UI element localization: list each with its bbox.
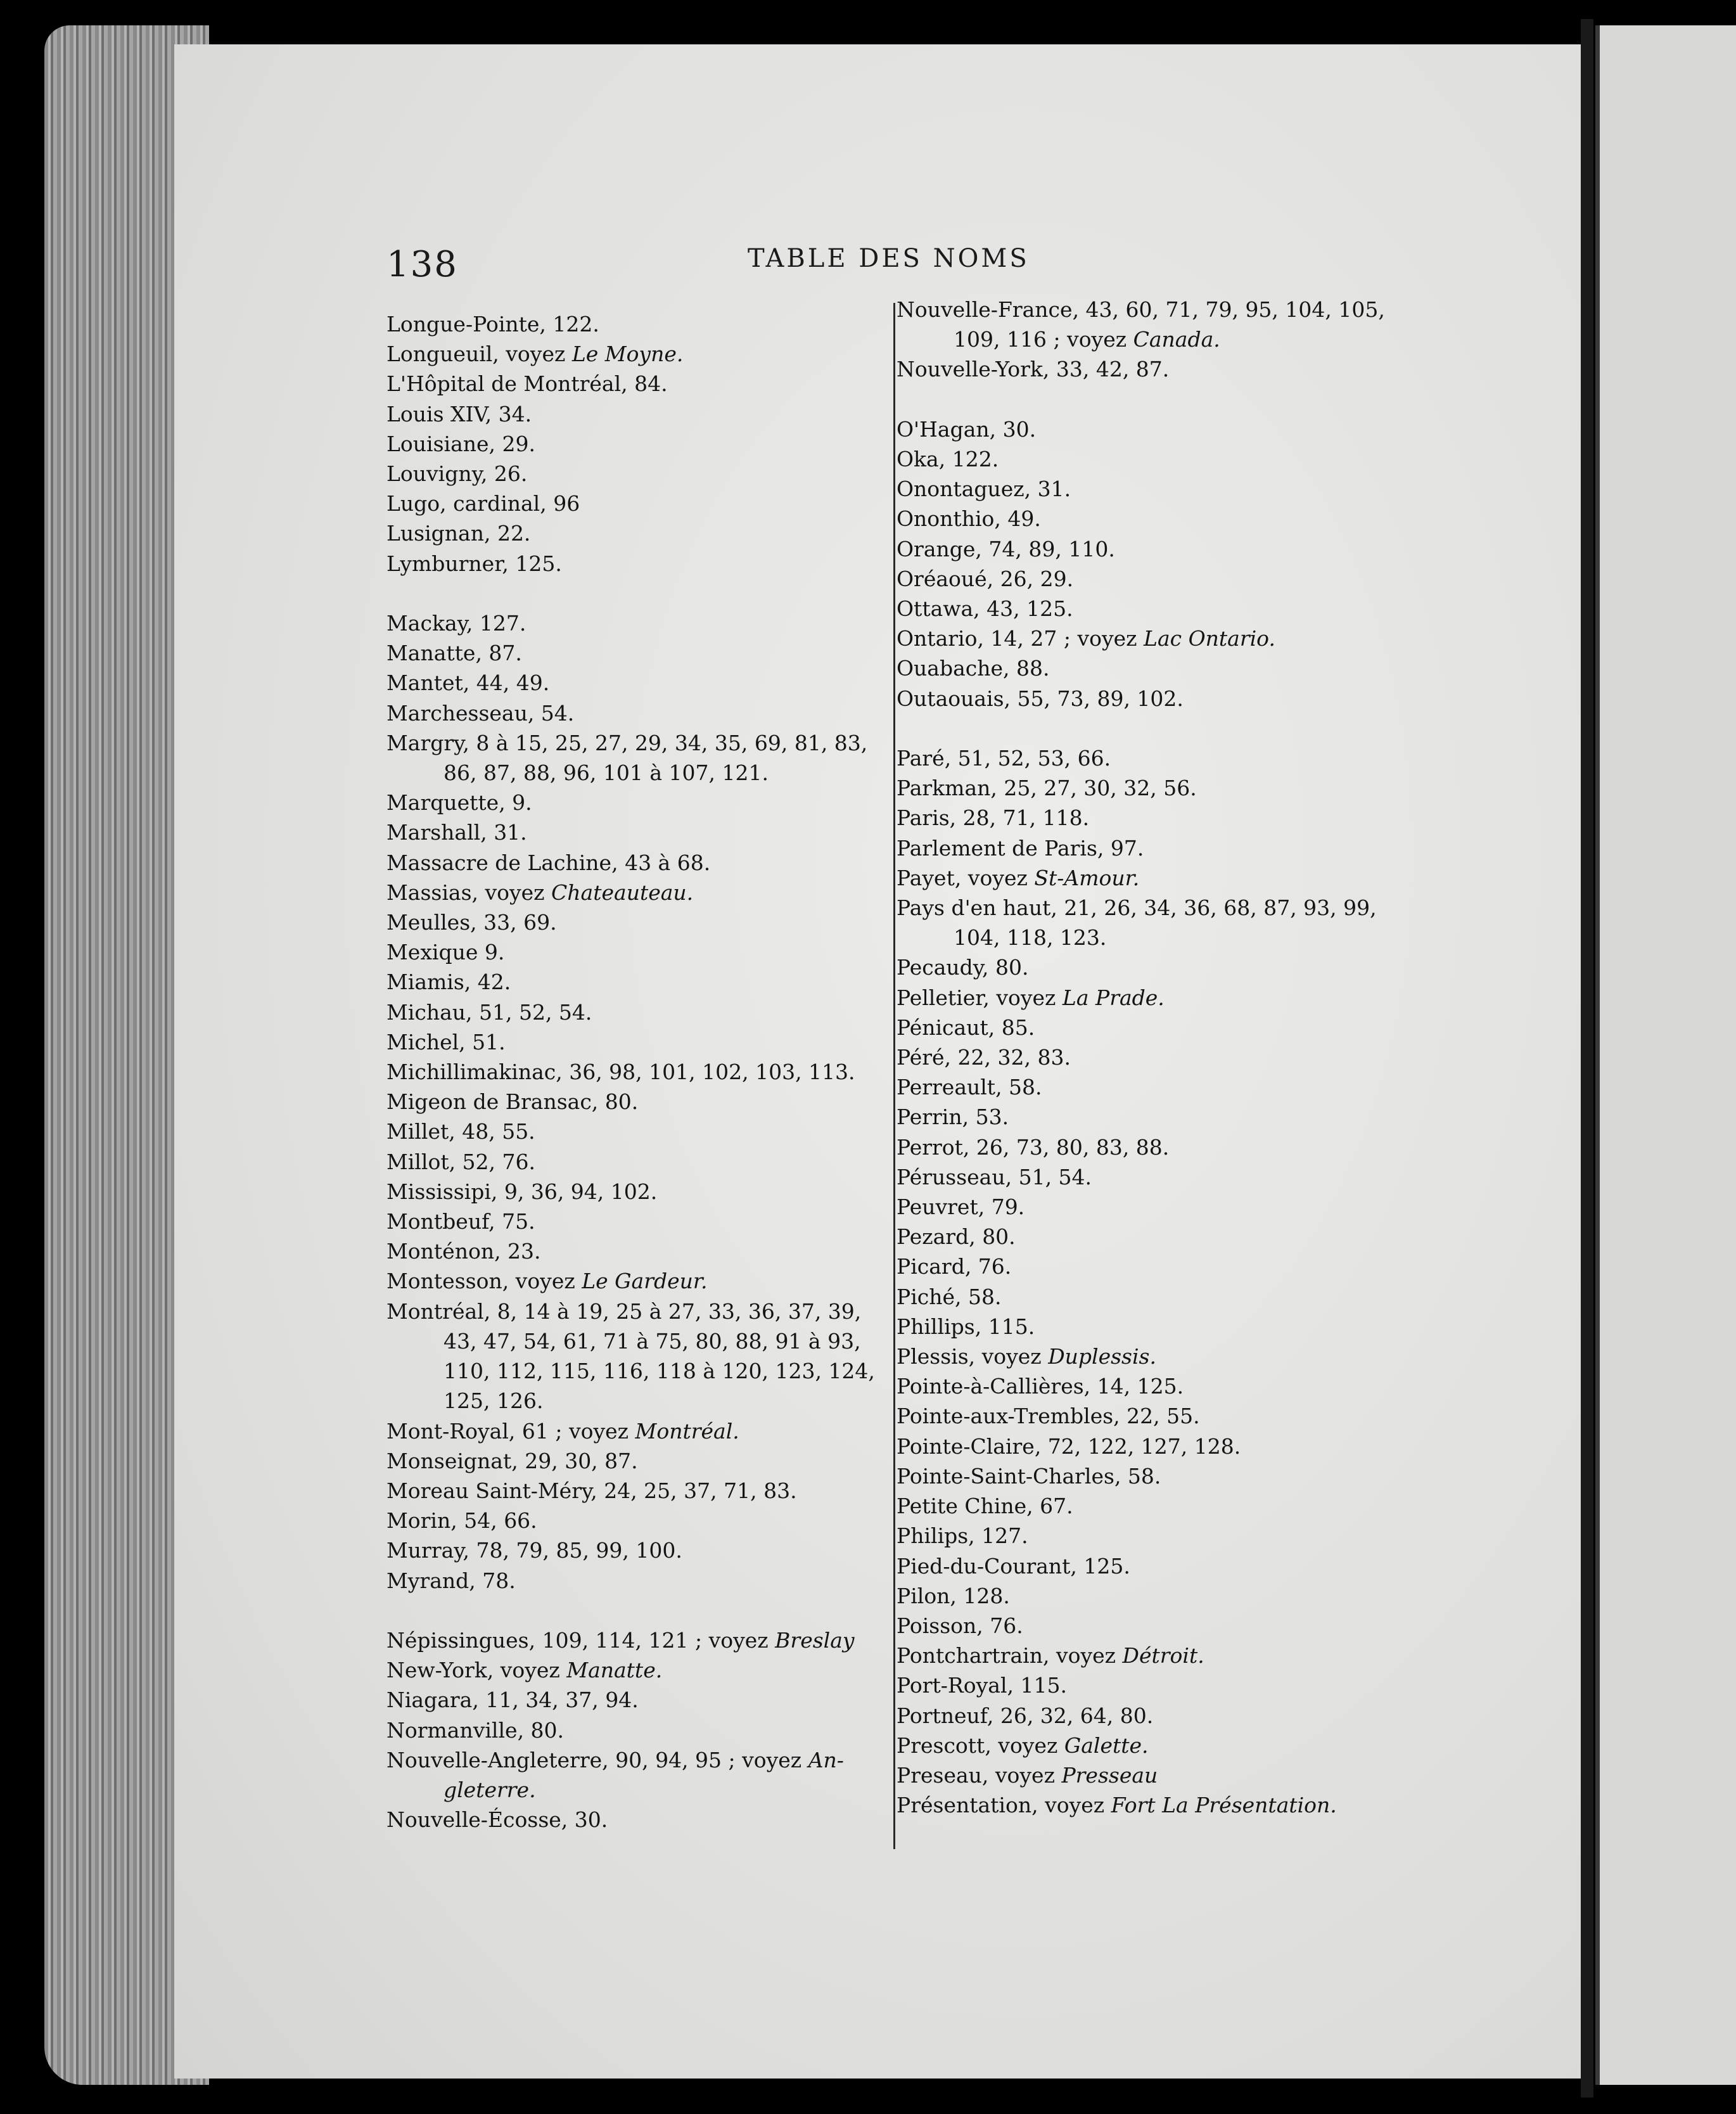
index-entry bbox=[897, 354, 1397, 384]
index-entry bbox=[897, 1670, 1397, 1700]
index-entry bbox=[897, 803, 1397, 833]
entry-text: Marshall, 31. bbox=[386, 820, 527, 845]
entry-text: Murray, 78, 79, 85, 99, 100. bbox=[386, 1538, 682, 1563]
entry-continuation: 86, 87, 88, 96, 101 à 107, 121. bbox=[444, 760, 769, 786]
index-entry bbox=[897, 1790, 1397, 1820]
entry-text: Louvigny, 26. bbox=[386, 461, 528, 487]
index-entry bbox=[897, 1491, 1397, 1521]
index-entry bbox=[386, 907, 893, 937]
entry-text: Peuvret, 79. bbox=[897, 1195, 1025, 1220]
index-entry bbox=[386, 549, 893, 579]
index-entry bbox=[386, 1685, 893, 1715]
see-reference: Le Gardeur. bbox=[582, 1269, 708, 1294]
index-entry bbox=[386, 817, 893, 847]
entry-text: Preseau, voyez bbox=[897, 1762, 1062, 1788]
entry-text: Oka, 122. bbox=[897, 447, 999, 471]
entry-text: Ontario, 14, 27 ; voyez bbox=[897, 626, 1144, 651]
index-entry bbox=[386, 1805, 893, 1835]
index-entry bbox=[386, 1236, 893, 1266]
entry-text: Pezard, 80. bbox=[897, 1224, 1016, 1250]
entry-text: Piché, 58. bbox=[897, 1284, 1002, 1309]
index-entry bbox=[386, 1655, 893, 1685]
entry-continuation bbox=[897, 324, 1397, 354]
index-entry bbox=[897, 594, 1397, 624]
entry-text: Nouvelle-Écosse, 30. bbox=[386, 1807, 608, 1833]
entry-text: Nouvelle-Angleterre, 90, 94, 95 ; voyez bbox=[386, 1747, 808, 1772]
entry-text: Louis XIV, 34. bbox=[386, 401, 532, 426]
index-entry bbox=[386, 1266, 893, 1296]
see-reference: Breslay bbox=[775, 1627, 855, 1653]
index-entry bbox=[897, 1581, 1397, 1611]
entry-text: Millot, 52, 76. bbox=[386, 1149, 536, 1174]
see-reference: La Prade. bbox=[1062, 985, 1165, 1010]
letter-section-gap bbox=[897, 385, 1397, 414]
index-entry bbox=[897, 474, 1397, 504]
entry-text: Perrot, 26, 73, 80, 83, 88. bbox=[897, 1134, 1170, 1160]
index-entry bbox=[386, 1297, 893, 1416]
entry-text: Mont-Royal, 61 ; voyez bbox=[386, 1418, 635, 1444]
entry-text: Ouabache, 88. bbox=[897, 656, 1050, 681]
index-entry bbox=[897, 1401, 1397, 1431]
entry-text: Pointe-Saint-Charles, 58. bbox=[897, 1463, 1161, 1489]
entry-text: Massias, voyez bbox=[386, 880, 552, 905]
index-entry bbox=[897, 444, 1397, 474]
entry-text: L'Hôpital de Montréal, 84. bbox=[386, 371, 668, 397]
index-entry bbox=[897, 1342, 1397, 1371]
entry-text: Pelletier, voyez bbox=[897, 985, 1063, 1010]
see-reference: Galette. bbox=[1064, 1733, 1149, 1758]
index-entry bbox=[386, 1177, 893, 1207]
entry-text: Lusignan, 22. bbox=[386, 521, 531, 546]
entry-text: Oréaoué, 26, 29. bbox=[897, 566, 1074, 591]
see-reference: Canada. bbox=[1133, 327, 1220, 352]
index-entry bbox=[386, 309, 893, 339]
index-entry bbox=[897, 414, 1397, 444]
letter-section-gap bbox=[386, 1596, 893, 1625]
index-entry bbox=[386, 518, 893, 548]
index-entry bbox=[897, 1521, 1397, 1551]
entry-text: Lymburner, 125. bbox=[386, 551, 562, 576]
entry-text: Pointe-Claire, 72, 122, 127, 128. bbox=[897, 1433, 1241, 1459]
entry-text: Perrin, 53. bbox=[897, 1105, 1009, 1130]
index-entry bbox=[897, 684, 1397, 714]
entry-text: Millet, 48, 55. bbox=[386, 1119, 535, 1144]
entry-text: Miamis, 42. bbox=[386, 970, 511, 995]
entry-text: Myrand, 78. bbox=[386, 1568, 516, 1593]
index-column-right bbox=[897, 295, 1397, 1820]
index-entry bbox=[386, 1715, 893, 1745]
entry-text: Mantet, 44, 49. bbox=[386, 670, 550, 696]
index-entry bbox=[897, 653, 1397, 683]
entry-text: Mississipi, 9, 36, 94, 102. bbox=[386, 1179, 658, 1204]
see-reference: Presseau bbox=[1061, 1762, 1158, 1788]
index-entry bbox=[897, 1432, 1397, 1461]
entry-text: Onontaguez, 31. bbox=[897, 477, 1071, 502]
index-entry bbox=[897, 743, 1397, 773]
index-entry bbox=[386, 668, 893, 698]
index-entry bbox=[386, 1057, 893, 1087]
index-entry bbox=[897, 1252, 1397, 1281]
index-entry bbox=[386, 608, 893, 638]
entry-text: Longue-Pointe, 122. bbox=[386, 312, 599, 336]
entry-text: Outaouais, 55, 73, 89, 102. bbox=[897, 686, 1184, 711]
entry-text: Paris, 28, 71, 118. bbox=[897, 805, 1090, 831]
entry-text: Portneuf, 26, 32, 64, 80. bbox=[897, 1703, 1154, 1728]
index-entry bbox=[897, 1222, 1397, 1252]
page-number: 138 bbox=[386, 244, 458, 285]
entry-text: Parkman, 25, 27, 30, 32, 56. bbox=[897, 776, 1197, 801]
entry-text: Présentation, voyez bbox=[897, 1793, 1111, 1818]
entry-continuation: 110, 112, 115, 116, 118 à 120, 123, 124, bbox=[444, 1359, 875, 1384]
entry-text: Petite Chine, 67. bbox=[897, 1494, 1073, 1519]
entry-text: Pénicaut, 85. bbox=[897, 1015, 1035, 1040]
entry-text: Mexique 9. bbox=[386, 940, 505, 965]
entry-text: Payet, voyez bbox=[897, 865, 1035, 890]
index-entry bbox=[386, 997, 893, 1027]
entry-text: Nouvelle-York, 33, 42, 87. bbox=[897, 357, 1170, 382]
index-entry bbox=[897, 534, 1397, 564]
entry-text: Prescott, voyez bbox=[897, 1733, 1064, 1758]
entry-text: Morin, 54, 66. bbox=[386, 1508, 537, 1534]
index-entry bbox=[386, 429, 893, 459]
entry-text: Pilon, 128. bbox=[897, 1583, 1010, 1608]
entry-text: Normanville, 80. bbox=[386, 1717, 565, 1743]
entry-text: Poisson, 76. bbox=[897, 1613, 1023, 1638]
index-entry bbox=[386, 1566, 893, 1596]
index-entry bbox=[386, 698, 893, 728]
entry-text: Parlement de Paris, 97. bbox=[897, 835, 1144, 861]
entry-text: Niagara, 11, 34, 37, 94. bbox=[386, 1688, 639, 1713]
entry-text: Pointe-aux-Trembles, 22, 55. bbox=[897, 1404, 1200, 1429]
index-entry bbox=[897, 1282, 1397, 1312]
index-entry bbox=[386, 369, 893, 399]
entry-text: Perreault, 58. bbox=[897, 1075, 1042, 1100]
entry-text: Moreau Saint-Méry, 24, 25, 37, 71, 83. bbox=[386, 1478, 797, 1503]
entry-text: Michel, 51. bbox=[386, 1029, 506, 1054]
index-entry bbox=[897, 1371, 1397, 1401]
letter-section-gap bbox=[897, 714, 1397, 743]
index-entry bbox=[897, 1641, 1397, 1670]
index-entry bbox=[386, 1625, 893, 1655]
next-page bbox=[1600, 25, 1736, 2085]
entry-text: Pecaudy, 80. bbox=[897, 955, 1029, 980]
see-reference: Manatte. bbox=[566, 1658, 663, 1683]
see-reference: St-Amour. bbox=[1034, 865, 1140, 890]
index-entry bbox=[897, 893, 1397, 952]
book-gutter bbox=[1581, 19, 1593, 2098]
index-entry bbox=[897, 1102, 1397, 1132]
see-reference: Détroit. bbox=[1122, 1643, 1204, 1669]
index-entry bbox=[897, 1312, 1397, 1342]
index-entry bbox=[386, 878, 893, 907]
index-entry bbox=[386, 1476, 893, 1506]
entry-text: O'Hagan, 30. bbox=[897, 416, 1037, 442]
entry-text: Pontchartrain, voyez bbox=[897, 1643, 1123, 1669]
entry-continuation: gleterre. bbox=[444, 1777, 536, 1802]
index-entry bbox=[386, 1506, 893, 1535]
entry-continuation: 43, 47, 54, 61, 71 à 75, 80, 88, 91 à 93, bbox=[444, 1328, 861, 1354]
index-entry bbox=[897, 504, 1397, 534]
entry-text: Pied-du-Courant, 125. bbox=[897, 1553, 1130, 1579]
index-entry bbox=[386, 399, 893, 429]
index-entry bbox=[897, 564, 1397, 594]
entry-text: Philips, 127. bbox=[897, 1523, 1028, 1549]
entry-text: Mackay, 127. bbox=[386, 611, 527, 636]
index-entry bbox=[897, 1551, 1397, 1581]
entry-text: Louisiane, 29. bbox=[386, 431, 535, 456]
entry-continuation: 104, 118, 123. bbox=[954, 925, 1107, 951]
index-entry bbox=[897, 1013, 1397, 1042]
index-entry bbox=[897, 833, 1397, 863]
entry-text: Lugo, cardinal, 96 bbox=[386, 491, 580, 516]
index-entry bbox=[897, 1611, 1397, 1641]
index-entry bbox=[897, 1042, 1397, 1072]
index-entry bbox=[386, 1446, 893, 1476]
entry-text: Pays d'en haut, 21, 26, 34, 36, 68, 87, 93, 99, bbox=[897, 895, 1377, 921]
index-entry bbox=[386, 1745, 893, 1805]
see-reference: Duplessis. bbox=[1048, 1344, 1156, 1369]
index-entry bbox=[386, 1207, 893, 1236]
index-entry bbox=[897, 1192, 1397, 1222]
entry-text: Ononthio, 49. bbox=[897, 506, 1041, 532]
entry-text: Longueuil, voyez bbox=[386, 342, 572, 367]
entry-text: Meulles, 33, 69. bbox=[386, 910, 557, 935]
index-entry bbox=[386, 1087, 893, 1117]
index-entry bbox=[386, 1416, 893, 1446]
index-entry bbox=[386, 788, 893, 817]
entry-text: Montbeuf, 75. bbox=[386, 1209, 535, 1234]
see-reference: Chateauteau. bbox=[551, 880, 694, 905]
entry-text: Plessis, voyez bbox=[897, 1344, 1049, 1369]
entry-text: Phillips, 115. bbox=[897, 1314, 1035, 1339]
index-entry bbox=[897, 1701, 1397, 1731]
entry-text: Pointe-à-Callières, 14, 125. bbox=[897, 1374, 1184, 1399]
index-entry bbox=[386, 638, 893, 668]
entry-text: Michau, 51, 52, 54. bbox=[386, 999, 592, 1025]
index-entry bbox=[386, 1147, 893, 1177]
entry-text: Péré, 22, 32, 83. bbox=[897, 1045, 1071, 1070]
entry-text: Picard, 76. bbox=[897, 1254, 1012, 1279]
index-entry bbox=[386, 459, 893, 489]
index-entry bbox=[386, 937, 893, 967]
entry-text: Népissingues, 109, 114, 121 ; voyez bbox=[386, 1627, 775, 1653]
entry-text: Monseignat, 29, 30, 87. bbox=[386, 1448, 638, 1473]
entry-text: Orange, 74, 89, 110. bbox=[897, 536, 1115, 561]
entry-text: Nouvelle-France, 43, 60, 71, 79, 95, 104, 105, bbox=[897, 297, 1385, 322]
index-entry bbox=[897, 983, 1397, 1013]
index-column-left bbox=[386, 309, 893, 1835]
entry-text: Pérusseau, 51, 54. bbox=[897, 1164, 1092, 1189]
index-entry bbox=[897, 952, 1397, 982]
entry-text: 109, 116 ; voyez bbox=[954, 327, 1133, 352]
see-reference: Lac Ontario. bbox=[1144, 626, 1275, 651]
entry-continuation: 125, 126. bbox=[444, 1388, 544, 1414]
see-reference: Fort La Présentation. bbox=[1111, 1793, 1337, 1818]
see-reference: Le Moyne. bbox=[571, 342, 684, 367]
running-title: TABLE DES NOMS bbox=[748, 244, 1030, 273]
entry-text: New-York, voyez bbox=[386, 1658, 567, 1683]
column-divider bbox=[893, 303, 895, 1849]
letter-section-gap bbox=[386, 579, 893, 608]
entry-text: Marchesseau, 54. bbox=[386, 700, 575, 726]
entry-text: Montréal, 8, 14 à 19, 25 à 27, 33, 36, 37, 39, bbox=[386, 1298, 862, 1324]
index-entry bbox=[386, 489, 893, 518]
index-entry bbox=[386, 728, 893, 788]
entry-text: Marquette, 9. bbox=[386, 790, 532, 816]
index-entry bbox=[386, 339, 893, 369]
index-entry bbox=[386, 1117, 893, 1146]
index-entry bbox=[386, 1535, 893, 1565]
entry-text: Margry, 8 à 15, 25, 27, 29, 34, 35, 69, 81, 83, bbox=[386, 730, 868, 755]
entry-text: Manatte, 87. bbox=[386, 641, 522, 666]
index-entry bbox=[897, 773, 1397, 803]
entry-text: Montesson, voyez bbox=[386, 1269, 582, 1294]
see-reference: An- bbox=[808, 1747, 844, 1772]
entry-text: Port-Royal, 115. bbox=[897, 1673, 1067, 1698]
index-entry bbox=[386, 967, 893, 997]
index-entry bbox=[897, 1072, 1397, 1102]
index-entry bbox=[386, 848, 893, 878]
entry-text: Paré, 51, 52, 53, 66. bbox=[897, 746, 1111, 771]
entry-text: Migeon de Bransac, 80. bbox=[386, 1089, 639, 1115]
index-entry bbox=[386, 1027, 893, 1057]
index-entry bbox=[897, 1760, 1397, 1790]
entry-text: Massacre de Lachine, 43 à 68. bbox=[386, 850, 711, 875]
index-entry bbox=[897, 1162, 1397, 1192]
index-entry bbox=[897, 624, 1397, 653]
see-reference: Montréal. bbox=[635, 1418, 739, 1444]
index-entry bbox=[897, 863, 1397, 893]
entry-text: Michillimakinac, 36, 98, 101, 102, 103, 113. bbox=[386, 1060, 855, 1085]
entry-text: Ottawa, 43, 125. bbox=[897, 596, 1073, 622]
index-entry bbox=[897, 1461, 1397, 1491]
index-entry bbox=[897, 1132, 1397, 1162]
index-entry bbox=[897, 1731, 1397, 1760]
index-entry bbox=[897, 295, 1397, 354]
entry-text: Monténon, 23. bbox=[386, 1239, 541, 1264]
